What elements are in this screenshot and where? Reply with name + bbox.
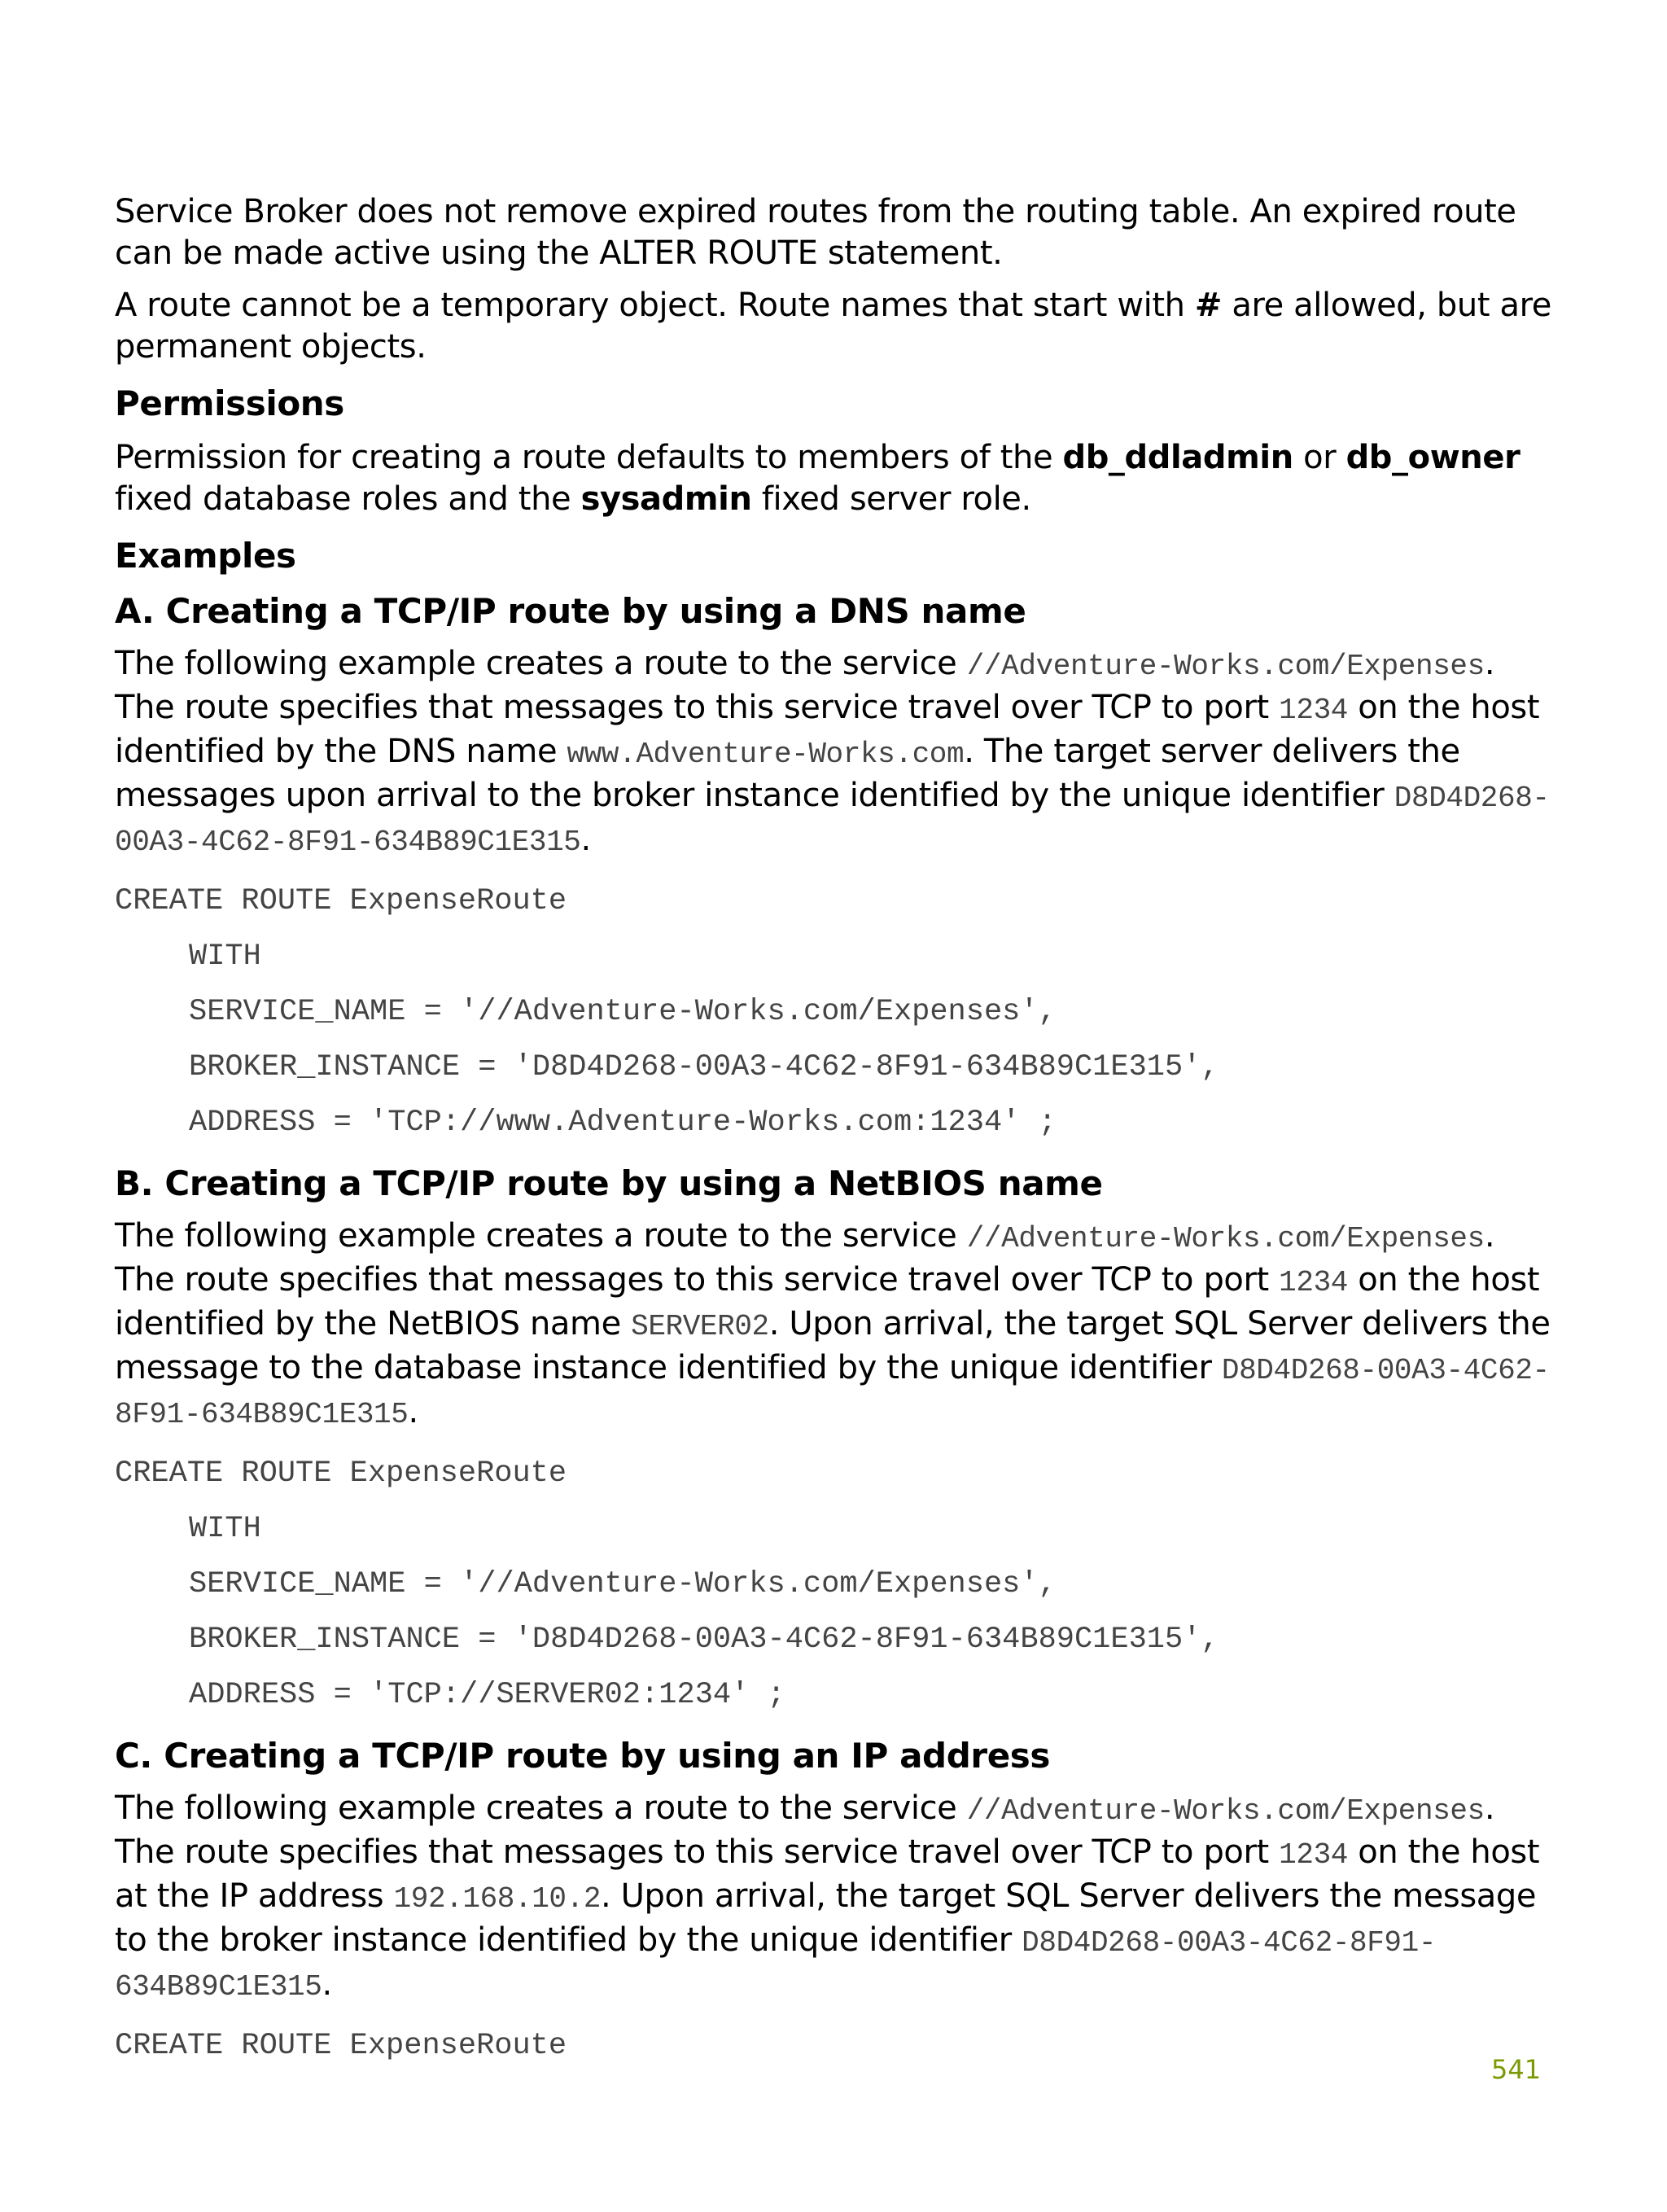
inline-code-host: SERVER02 <box>631 1310 769 1343</box>
text-run: on the host identified by the DNS name <box>115 689 1540 770</box>
inline-code-identifier: D8D4D268-00A3-4C62-8F91-634B89C1E315 <box>115 782 1550 859</box>
page-number: 541 <box>1491 2054 1542 2085</box>
text-run: . Upon arrival, the target SQL Server delivers the message to the database instance identified by the unique identifier <box>115 1305 1551 1386</box>
role-db-owner: db_owner <box>1345 439 1520 476</box>
inline-code-service: //Adventure-Works.com/Expenses <box>966 1222 1485 1255</box>
code-line: SERVICE_NAME = '//Adventure-Works.com/Expenses', <box>189 1567 1057 1601</box>
text-run: on the host at the IP address <box>115 1833 1540 1915</box>
role-sysadmin: sysadmin <box>580 480 752 518</box>
inline-code-ip-address: 192.168.10.2 <box>393 1882 602 1916</box>
inline-code-port: 1234 <box>1279 1838 1348 1872</box>
inline-code-port: 1234 <box>1279 1266 1348 1299</box>
inline-code-identifier: D8D4D268-00A3-4C62-8F91-634B89C1E315 <box>115 1926 1437 2004</box>
role-db-ddladmin: db_ddladmin <box>1062 439 1293 476</box>
text-run: A route cannot be a temporary object. Route names that start with <box>115 287 1195 324</box>
inline-code-port: 1234 <box>1279 694 1348 727</box>
code-line: CREATE ROUTE ExpenseRoute <box>115 884 567 918</box>
code-line: WITH <box>189 1512 261 1546</box>
permissions-heading: Permissions <box>115 383 344 423</box>
examples-heading: Examples <box>115 536 296 576</box>
code-line: CREATE ROUTE ExpenseRoute <box>115 1456 567 1491</box>
example-b-code-block <box>115 1446 1555 1723</box>
text-run: Permission for creating a route defaults to members of the <box>115 439 1063 476</box>
text-run: . <box>408 1393 418 1430</box>
example-c-title: C. Creating a TCP/IP route by using an IP address <box>115 1736 1050 1776</box>
text-run: . The route specifies that messages to this service travel over TCP to port <box>115 645 1495 726</box>
text-run: The following example creates a route to the service <box>115 645 967 682</box>
example-c-code-block <box>115 2018 1555 2074</box>
intro-paragraph-temporary-object <box>115 285 1555 368</box>
text-run: or <box>1293 439 1346 476</box>
example-c-description <box>115 1788 1555 2008</box>
inline-code-service: //Adventure-Works.com/Expenses <box>966 650 1485 683</box>
text-run: . Upon arrival, the target SQL Server delivers the message to the broker instance identified by the unique identifier <box>115 1877 1537 1959</box>
text-run: The following example creates a route to the service <box>115 1217 967 1255</box>
text-run: fixed server role. <box>751 480 1031 518</box>
text-run: are allowed, but are permanent objects. <box>115 287 1551 366</box>
text-run: . The target server delivers the messages upon arrival to the broker instance identified by the unique identifier <box>115 733 1460 814</box>
text-run: The following example creates a route to the service <box>115 1789 967 1827</box>
code-line: ADDRESS = 'TCP://SERVER02:1234' ; <box>189 1678 785 1712</box>
text-run: . <box>580 821 591 858</box>
code-line: WITH <box>189 940 261 974</box>
example-b-description <box>115 1216 1555 1435</box>
intro-paragraph-expired-routes: Service Broker does not remove expired routes from the routing table. An expired route can be made active using the ALTER ROUTE statement. <box>115 193 1516 272</box>
code-line: ADDRESS = 'TCP://www.Adventure-Works.com:1234' ; <box>189 1106 1057 1140</box>
text-run: . The route specifies that messages to this service travel over TCP to port <box>115 1789 1495 1871</box>
text-run: . The route specifies that messages to this service travel over TCP to port <box>115 1217 1495 1299</box>
text-run: on the host identified by the NetBIOS name <box>115 1261 1540 1343</box>
code-line: BROKER_INSTANCE = 'D8D4D268-00A3-4C62-8F91-634B89C1E315', <box>189 1623 1219 1657</box>
permissions-paragraph <box>115 437 1555 520</box>
example-a-description <box>115 643 1555 863</box>
code-line: CREATE ROUTE ExpenseRoute <box>115 2029 567 2063</box>
inline-code-service: //Adventure-Works.com/Expenses <box>966 1794 1485 1828</box>
inline-code-host: www.Adventure-Works.com <box>567 738 965 771</box>
code-line: SERVICE_NAME = '//Adventure-Works.com/Expenses', <box>189 995 1057 1029</box>
text-run: fixed database roles and the <box>115 480 581 518</box>
page-content <box>115 191 1555 2080</box>
example-a-code-block <box>115 874 1555 1150</box>
inline-code-identifier: D8D4D268-00A3-4C62-8F91-634B89C1E315 <box>115 1354 1550 1431</box>
code-line: BROKER_INSTANCE = 'D8D4D268-00A3-4C62-8F91-634B89C1E315', <box>189 1050 1219 1084</box>
text-run: . <box>322 1965 332 2003</box>
example-a-title: A. Creating a TCP/IP route by using a DNS name <box>115 591 1026 631</box>
hash-symbol: # <box>1194 287 1223 324</box>
example-b-title: B. Creating a TCP/IP route by using a NetBIOS name <box>115 1163 1103 1203</box>
